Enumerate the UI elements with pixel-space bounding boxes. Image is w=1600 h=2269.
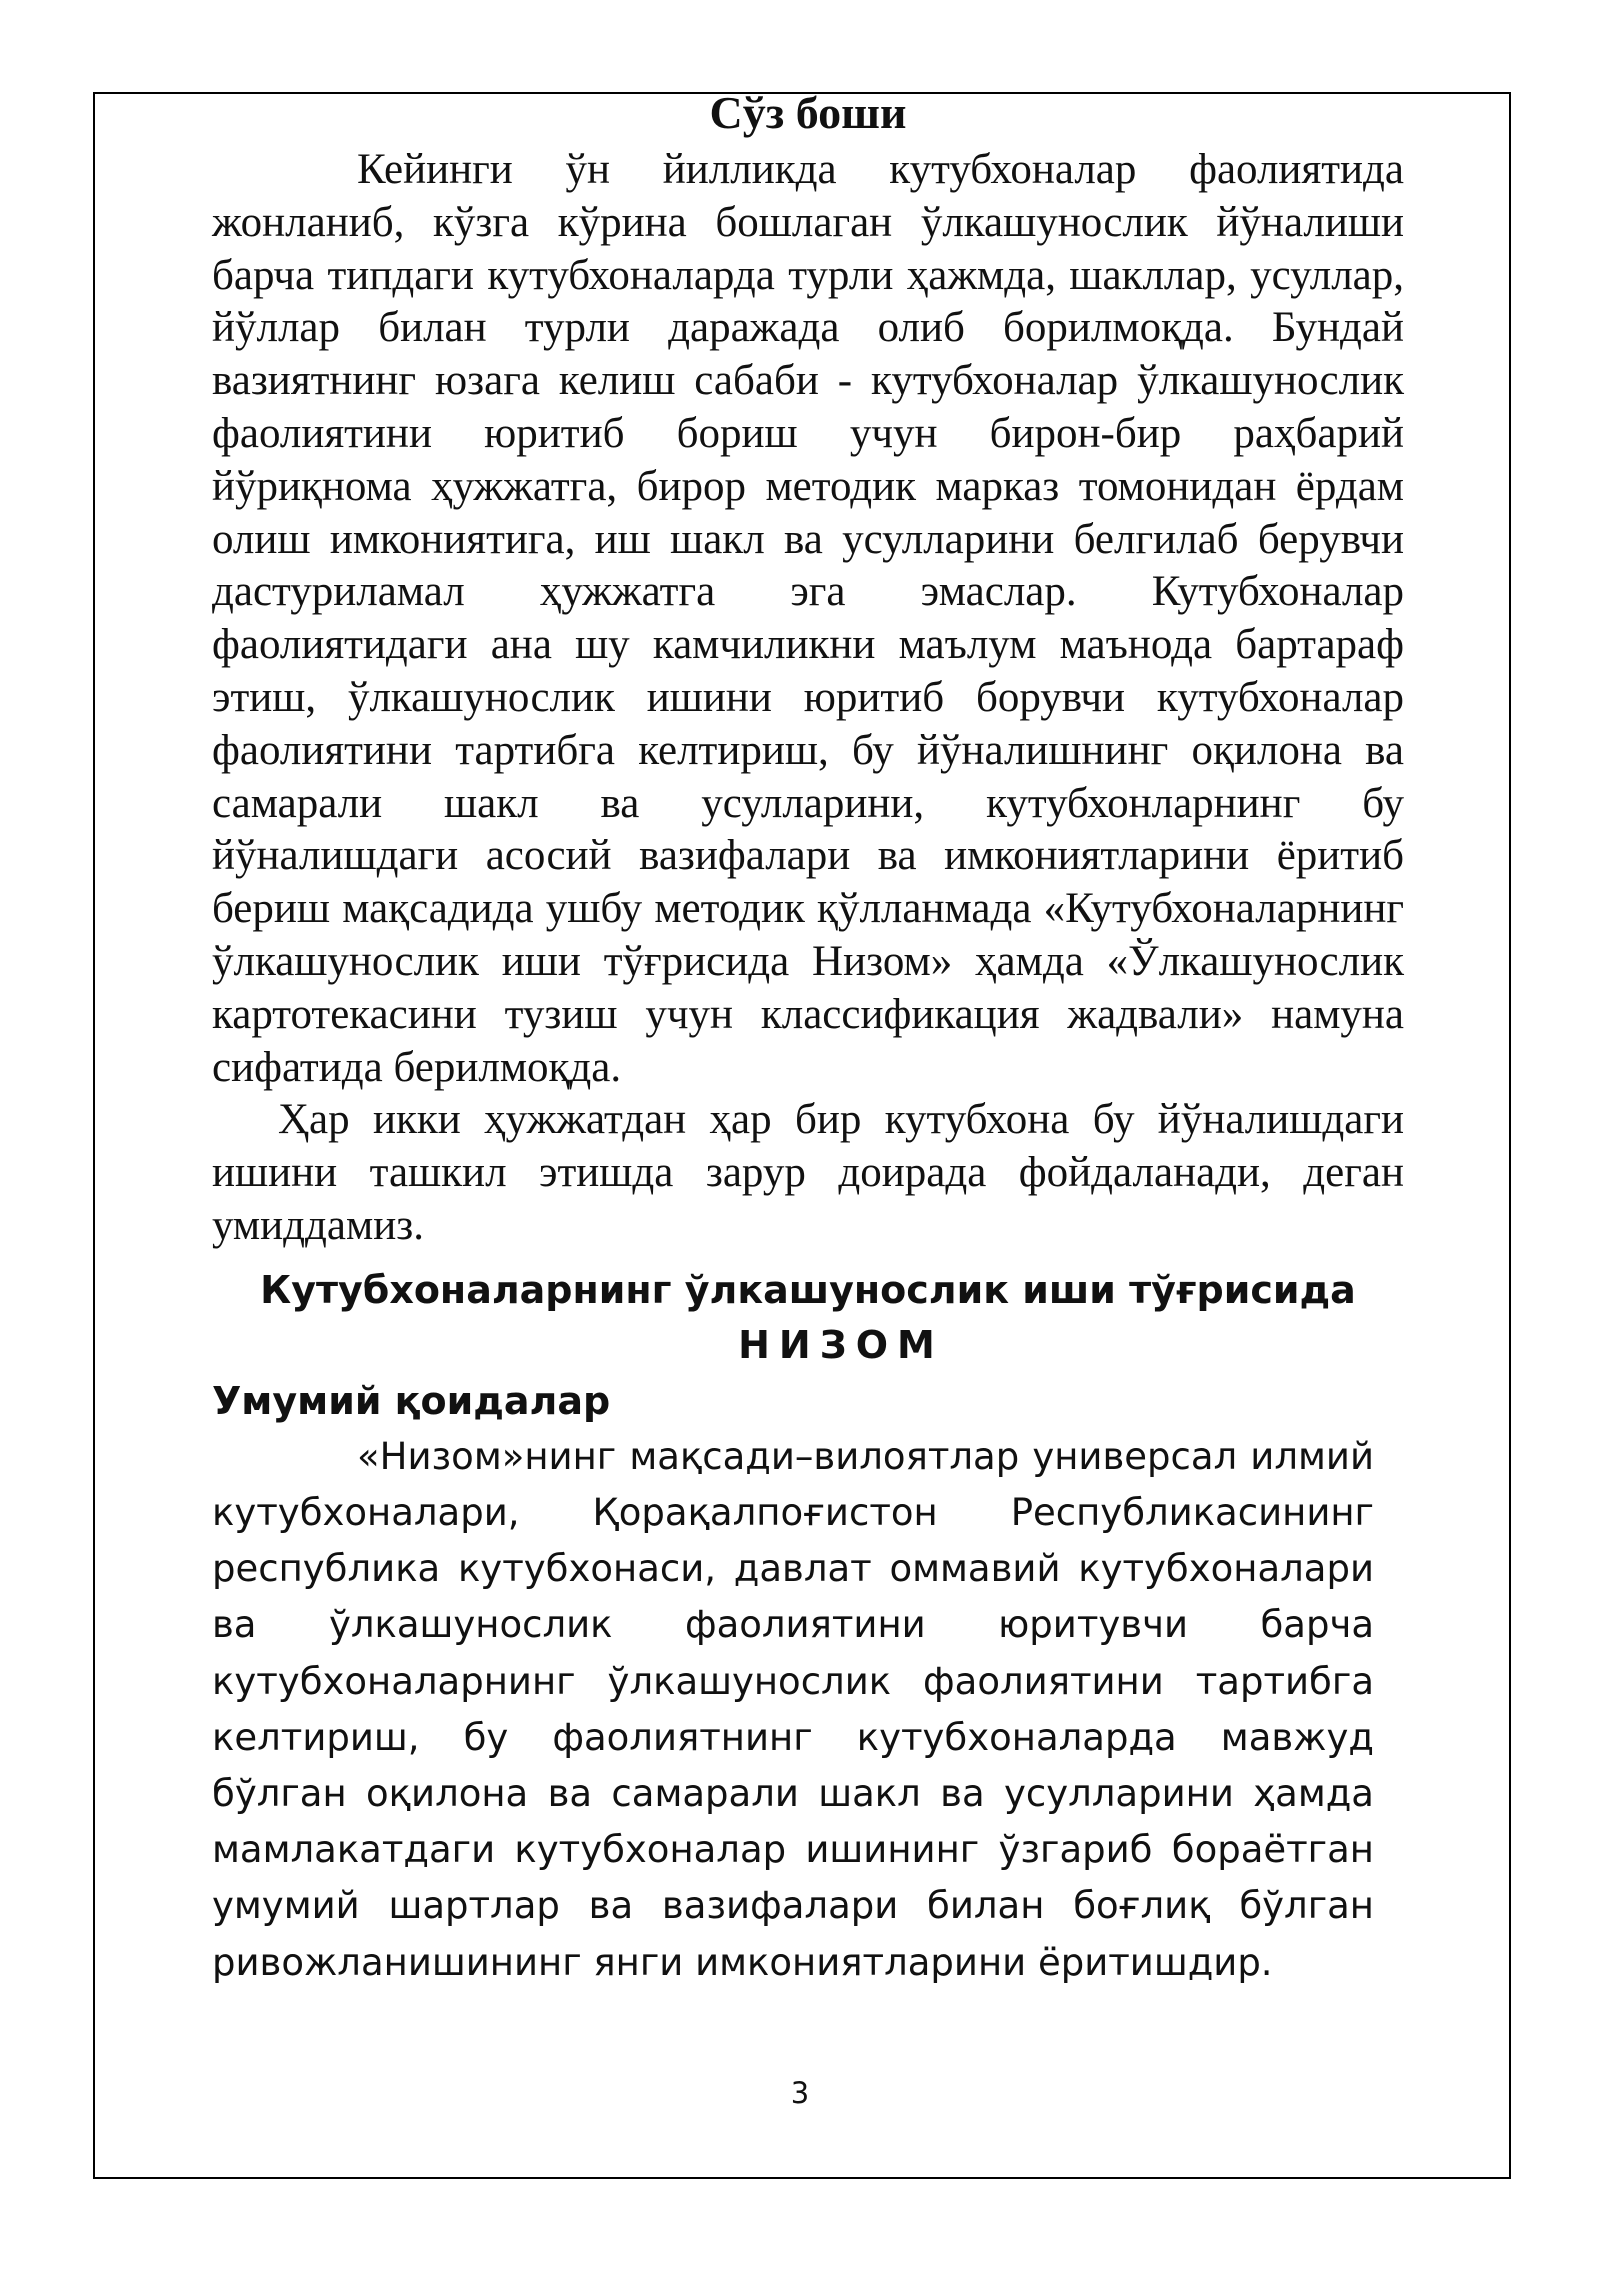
body-paragraph: «Низом»нинг мақсади–вилоятлар универсал илмий кутубхоналари, Қорақалпоғистон Республикасининг республика кутубхонаси, давлат оммавий кутубхоналари ва ўлкашунослик фаолиятини юритувчи барча кутубхоналарнинг ўлкашунослик фаолиятини тартибга келтириш, бу фаолиятнинг кутубхоналарда мавжуд бўлган оқилона ва самарали шакл ва усулларини ҳамда мамлакатдаги кутубхоналар ишининг ўзгариб бораётган умумий шартлар ва вазифалари билан боғлиқ бўлган ривожланишининг янги имкониятларини ёритишдир. (212, 1434, 1374, 1984)
intro-paragraph-1: Кейинги ўн йилликда кутубхоналар фаолиятида жонланиб, кўзга кўрина бошлаган ўлкашунослик йўналиши барча типдаги кутубхоналарда турли ҳажмда, шакллар, усуллар, йўллар билан турли даражада олиб борилмоқда. Бундай вазиятнинг юзага келиш сабаби - кутубхоналар ўлкашунослик фаолиятини юритиб бориш учун бирон-бир раҳбарий йўриқнома ҳужжатга, бирор методик марказ томонидан ёрдам олиш имкониятига, иш шакл ва усулларини белгилаб берувчи дастуриламал ҳужжатга эга эмаслар. Кутубхоналар фаолиятидаги ана шу камчиликни маълум маънода бартараф этиш, ўлкашунослик ишини юритиб борувчи кутубхоналар фаолиятини тартибга келтириш, бу йўналишнинг оқилона ва самарали шакл ва усулларини, кутубхонларнинг бу йўналишдаги асосий вазифалари ва имкониятларини ёритиб бериш мақсадида ушбу методик қўлланмада «Кутубхоналарнинг ўлкашунослик иши тўғрисида Низом» ҳамда «Ўлкашунослик картотекасини тузиш учун классификация жадвали» намуна сифатида берилмоқда. (212, 146, 1404, 1091)
section-title: Кутубхоналарнинг ўлкашунослик иши тўғрисида (260, 1267, 1356, 1312)
page-content (212, 82, 1404, 1991)
subheading: Умумий қоидалар (212, 1378, 611, 1423)
section-subtitle: НИЗОМ (738, 1322, 944, 1367)
intro-paragraph-2: Ҳар икки ҳужжатдан ҳар бир кутубхона бу йўналишдаги ишини ташкил этишда зарур доирада фойдаланади, деган умиддамиз. (212, 1096, 1404, 1249)
page-number: 3 (790, 2076, 810, 2110)
page-title: Сўз боши (709, 87, 907, 138)
